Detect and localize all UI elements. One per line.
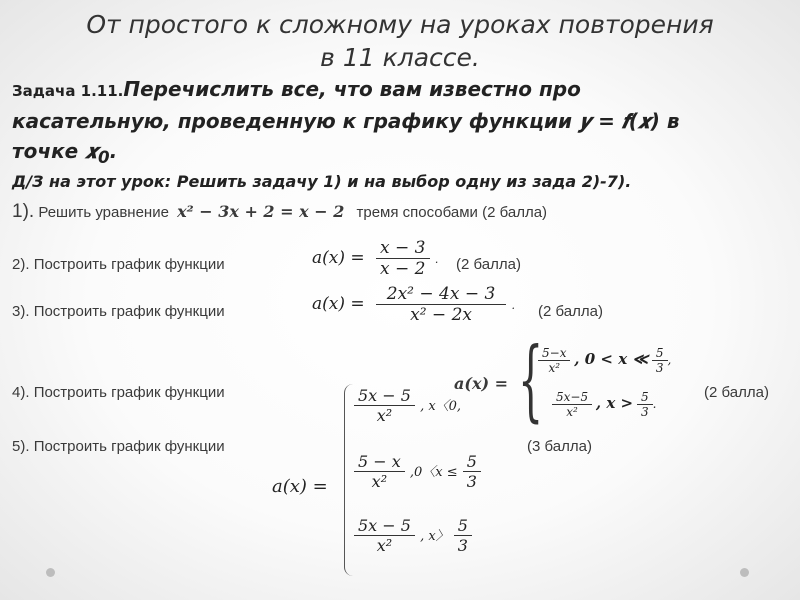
formula-5-r3-cond: , x〉 xyxy=(420,529,449,544)
formula-5 xyxy=(268,382,528,582)
formula-4-c2-rden: 3 xyxy=(640,405,649,419)
item-5-num: 5). xyxy=(12,438,30,455)
formula-4-c1-den: 𝑥² xyxy=(548,361,561,375)
item-4-text xyxy=(12,384,225,401)
task-text-3: точке xyxy=(12,139,79,163)
formula-2-den: x − 2 xyxy=(380,259,426,279)
item-5-text xyxy=(12,438,225,455)
item-1-points: (2 балла) xyxy=(482,204,548,221)
formula-4-c1-rfrac xyxy=(652,346,668,375)
item-3-text xyxy=(12,303,225,320)
formula-4-c1-frac xyxy=(538,346,570,375)
item-2-points: (2 балла) xyxy=(456,256,521,273)
item-1 xyxy=(12,201,547,223)
item-5-points: (3 балла) xyxy=(527,438,592,455)
formula-5-r2-den: x² xyxy=(371,472,388,491)
formula-5-r3-den: x² xyxy=(376,536,393,555)
task-text-1: Перечислить все, что вам известно про xyxy=(123,77,581,101)
page-title xyxy=(0,8,800,74)
formula-4-c2-num: 5𝑥−5 xyxy=(552,390,592,405)
item-1-num: 1). xyxy=(12,201,35,222)
formula-4-c1-rnum: 5 xyxy=(652,346,668,361)
task-point-sub: 0 xyxy=(98,148,110,167)
formula-4-c1-num: 5−𝑥 xyxy=(538,346,570,361)
item-1-text: Решить уравнение xyxy=(38,204,169,221)
formula-5-r2-frac xyxy=(354,452,405,491)
formula-3-lhs: a(x) = xyxy=(312,294,365,314)
formula-5-r3-rnum: 5 xyxy=(454,516,472,536)
formula-5-r1-den: x² xyxy=(376,406,393,425)
task-label: Задача 1.11. xyxy=(12,82,124,100)
item-4-label: Построить график функции xyxy=(33,384,225,401)
formula-4-case-2: $\frac{\text{5𝑥−5}}{\text{𝑥²}}$ , 𝒙 > $\frac{5}{3}$ . xyxy=(552,390,656,419)
formula-4-c2-den: 𝑥² xyxy=(566,405,578,419)
formula-5-r3-rden: 3 xyxy=(457,536,468,555)
homework-line: Д/З на этот урок: Решить задачу 1) и на выбор одну из зада 2)-7). xyxy=(12,172,632,191)
item-1-equation: x² − 3x + 2 = x − 2 xyxy=(177,202,345,221)
decor-dot-left xyxy=(46,568,55,577)
task-period: . xyxy=(109,139,118,163)
item-2-text xyxy=(12,256,225,273)
formula-4-case-1: $\frac{\text{5−𝑥}}{\text{𝑥²}}$ , 0 < 𝒙 ≪ $\frac{5}{3}$ , xyxy=(538,346,671,375)
formula-5-row-1 xyxy=(354,386,461,425)
decor-dot-right xyxy=(740,568,749,577)
item-4-points: (2 балла) xyxy=(704,384,769,401)
formula-5-lhs: a(x) = xyxy=(272,476,328,497)
formula-4-c2-frac xyxy=(552,390,592,419)
formula-5-r2-rfrac xyxy=(463,452,481,491)
formula-4-c2-cond: , 𝒙 > xyxy=(595,394,634,412)
task-text-2b: в xyxy=(666,109,680,133)
item-2-num: 2). xyxy=(12,256,30,273)
formula-5-r1-num: 5x − 5 xyxy=(354,386,415,406)
formula-5-r1-cond: , x〈0, xyxy=(420,399,462,414)
task-point: 𝒙 xyxy=(85,139,99,163)
formula-5-r2-cond: ,0〈x ≤ xyxy=(409,465,458,480)
task-function: 𝒚 = 𝒇(𝒙) xyxy=(578,109,660,133)
formula-4-lhs: 𝒂(𝒙) = xyxy=(454,374,509,393)
task-text-2: касательную, проведенную к графику функции xyxy=(12,109,572,133)
formula-5-row-3 xyxy=(354,516,472,555)
formula-3-num: 2x² − 4x − 3 xyxy=(376,284,506,305)
formula-4-brace: { xyxy=(518,328,544,431)
formula-5-r2-rden: 3 xyxy=(466,472,477,491)
formula-4-c1-rden: 3 xyxy=(655,361,664,375)
formula-2-lhs: a(x) = xyxy=(312,248,365,268)
item-3-num: 3). xyxy=(12,303,30,320)
item-1-suffix: тремя способами xyxy=(356,204,478,221)
formula-5-r1-frac xyxy=(354,386,415,425)
formula-5-r3-frac xyxy=(354,516,415,555)
item-3-label: Построить график функции xyxy=(33,303,225,320)
formula-4-c2-rnum: 5 xyxy=(637,390,653,405)
formula-5-brace xyxy=(344,384,353,576)
formula-4-c1-cond: , 0 < 𝒙 ≪ xyxy=(574,350,649,368)
formula-3-fraction xyxy=(376,284,506,325)
task-statement xyxy=(12,74,792,173)
formula-4-c2-rfrac xyxy=(637,390,653,419)
formula-2-num: x − 3 xyxy=(376,238,429,259)
item-4-num: 4). xyxy=(12,384,30,401)
formula-5-r3-rfrac xyxy=(454,516,472,555)
formula-3: a(x) = $\frac{\text{2x² − 4x − 3}}{\text{x² − 2x}}$ . xyxy=(312,284,515,325)
formula-5-row-2 xyxy=(354,452,481,491)
item-3-points: (2 балла) xyxy=(538,303,603,320)
item-2-label: Построить график функции xyxy=(33,256,225,273)
title-line-1: От простого к сложному на уроках повторения xyxy=(86,10,714,39)
item-5-label: Построить график функции xyxy=(33,438,225,455)
formula-5-r2-num: 5 − x xyxy=(354,452,405,472)
formula-2-fraction xyxy=(376,238,429,279)
title-line-2: в 11 классе. xyxy=(320,43,480,72)
formula-5-r3-num: 5x − 5 xyxy=(354,516,415,536)
formula-3-den: x² − 2x xyxy=(410,305,472,325)
formula-5-r2-rnum: 5 xyxy=(463,452,481,472)
formula-2: a(x) = $\frac{x - 3}{x - 2}$ . xyxy=(312,238,439,279)
